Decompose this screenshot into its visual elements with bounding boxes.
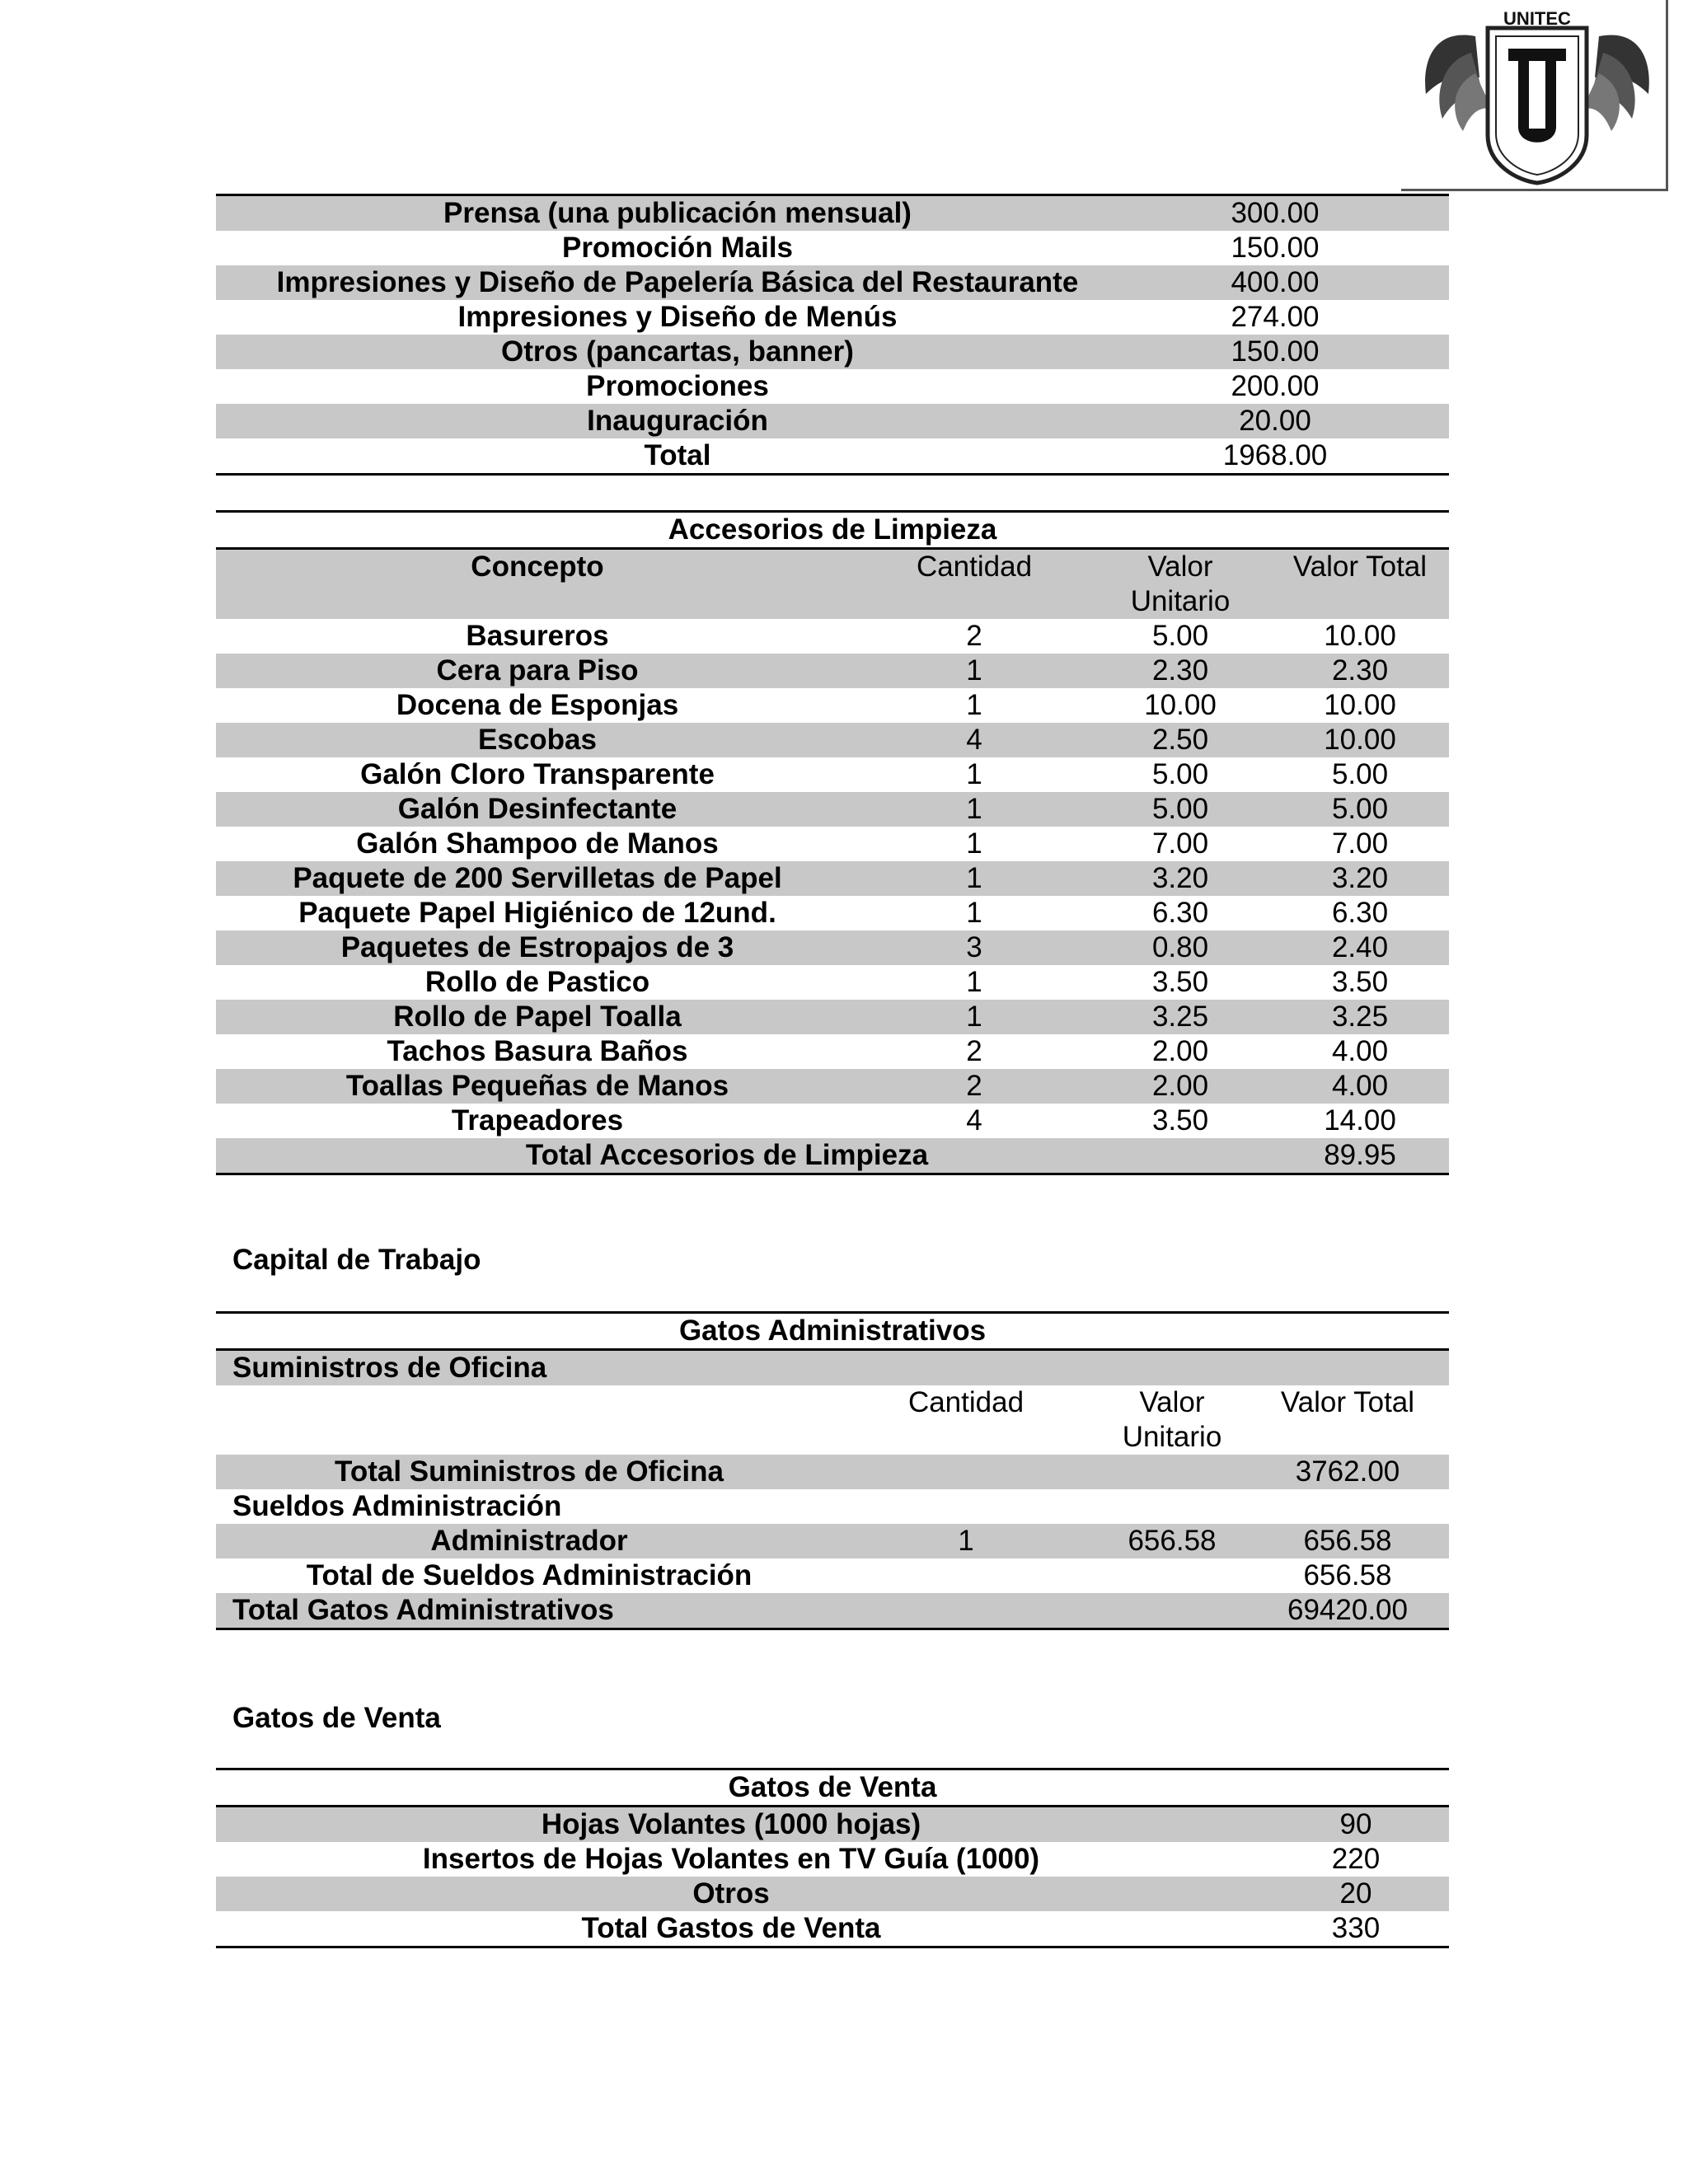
unitec-logo bbox=[1401, 0, 1668, 191]
venta-title: Gatos de Venta bbox=[728, 1771, 937, 1803]
row-valor: 150.00 bbox=[1231, 335, 1320, 368]
logo-text: UNITEC bbox=[1503, 8, 1571, 29]
row-concepto: Cera para Piso bbox=[436, 654, 639, 687]
total-administrativos-label: Total Gatos Administrativos bbox=[232, 1594, 614, 1626]
row-cantidad: 1 bbox=[958, 1525, 974, 1557]
total-suministros-row bbox=[216, 1455, 1449, 1489]
row-cantidad: 1 bbox=[966, 689, 982, 721]
row-concepto: Galón Cloro Transparente bbox=[360, 758, 715, 790]
row-total: 10.00 bbox=[1324, 689, 1396, 721]
table-row bbox=[216, 1000, 1449, 1034]
table-row bbox=[216, 965, 1449, 1000]
row-concepto: Otros (pancartas, banner) bbox=[501, 335, 854, 368]
table-bottom-rule bbox=[216, 1628, 1449, 1630]
row-concepto: Toallas Pequeñas de Manos bbox=[345, 1070, 729, 1102]
row-unitario: 5.00 bbox=[1151, 620, 1209, 652]
table-row bbox=[216, 335, 1449, 369]
row-cantidad: 1 bbox=[966, 897, 982, 929]
venta-title-row bbox=[216, 1770, 1449, 1805]
total-value: 330 bbox=[1331, 1912, 1381, 1944]
row-valor: 220 bbox=[1331, 1843, 1381, 1875]
row-valor: 20.00 bbox=[1239, 405, 1311, 437]
row-unitario: 2.30 bbox=[1151, 654, 1209, 687]
row-unitario: 2.00 bbox=[1151, 1035, 1209, 1067]
row-concepto: Impresiones y Diseño de Menús bbox=[457, 301, 898, 333]
table-row bbox=[216, 1104, 1449, 1138]
total-value: 89.95 bbox=[1324, 1139, 1396, 1171]
row-cantidad: 1 bbox=[966, 827, 982, 860]
row-total: 10.00 bbox=[1324, 620, 1396, 652]
table-row bbox=[216, 688, 1449, 723]
header-total: Valor Total bbox=[1292, 551, 1428, 583]
limpieza-title-row bbox=[216, 513, 1449, 547]
total-sueldos-label: Total de Sueldos Administración bbox=[306, 1559, 753, 1591]
row-total: 4.00 bbox=[1331, 1070, 1389, 1102]
row-unitario: 7.00 bbox=[1151, 827, 1209, 860]
row-concepto: Basureros bbox=[466, 620, 609, 652]
header-total: Valor Total bbox=[1280, 1386, 1415, 1418]
row-valor: 150.00 bbox=[1231, 232, 1320, 264]
row-total: 3.25 bbox=[1331, 1001, 1389, 1033]
row-total: 3.50 bbox=[1331, 966, 1389, 998]
row-valor: 400.00 bbox=[1231, 266, 1320, 298]
row-total: 14.00 bbox=[1324, 1104, 1396, 1137]
row-unitario: 0.80 bbox=[1151, 931, 1209, 963]
table-bottom-rule bbox=[216, 1946, 1449, 1948]
header-unitario-line1: Valor bbox=[1147, 551, 1213, 583]
administrativos-title: Gatos Administrativos bbox=[678, 1315, 987, 1347]
row-total: 2.30 bbox=[1331, 654, 1389, 687]
row-cantidad: 1 bbox=[966, 793, 982, 825]
row-concepto: Paquete de 200 Servilletas de Papel bbox=[293, 862, 782, 894]
row-total: 2.40 bbox=[1331, 931, 1389, 963]
row-concepto: Hojas Volantes (1000 hojas) bbox=[541, 1808, 921, 1840]
limpieza-header-row bbox=[216, 550, 1449, 619]
row-unitario: 6.30 bbox=[1151, 897, 1209, 929]
total-suministros-label: Total Suministros de Oficina bbox=[335, 1455, 724, 1488]
table-bottom-rule bbox=[216, 473, 1449, 476]
row-cantidad: 1 bbox=[966, 966, 982, 998]
row-concepto: Prensa (una publicación mensual) bbox=[443, 197, 912, 229]
row-concepto: Impresiones y Diseño de Papelería Básica del Restaurante bbox=[276, 266, 1079, 298]
table-row bbox=[216, 861, 1449, 896]
table-row bbox=[216, 404, 1449, 438]
row-concepto: Rollo de Pastico bbox=[424, 966, 650, 998]
row-total: 10.00 bbox=[1324, 724, 1396, 756]
row-valor: 300.00 bbox=[1231, 197, 1320, 229]
row-valor: 20 bbox=[1339, 1877, 1372, 1910]
header-unitario-line2: Unitario bbox=[1122, 1421, 1222, 1453]
row-concepto: Docena de Esponjas bbox=[396, 689, 679, 721]
table-row bbox=[216, 1034, 1449, 1069]
section-heading-capital: Capital de Trabajo bbox=[232, 1244, 481, 1276]
table-bottom-rule bbox=[216, 1173, 1449, 1175]
header-unitario-line1: Valor bbox=[1139, 1386, 1205, 1418]
row-valor: 90 bbox=[1339, 1808, 1372, 1840]
administrativos-title-row bbox=[216, 1314, 1449, 1348]
table-row bbox=[216, 196, 1449, 231]
table-row bbox=[216, 654, 1449, 688]
table-row bbox=[216, 619, 1449, 654]
table-row bbox=[216, 369, 1449, 404]
row-unitario: 3.50 bbox=[1151, 966, 1209, 998]
row-cantidad: 2 bbox=[966, 1035, 982, 1067]
row-unitario: 2.50 bbox=[1151, 724, 1209, 756]
header-cantidad: Cantidad bbox=[916, 551, 1033, 583]
header-cantidad: Cantidad bbox=[907, 1386, 1025, 1418]
limpieza-title: Accesorios de Limpieza bbox=[668, 513, 997, 546]
row-total: 6.30 bbox=[1331, 897, 1389, 929]
suministros-row bbox=[216, 1351, 1449, 1385]
row-valor: 200.00 bbox=[1231, 370, 1320, 402]
row-total: 4.00 bbox=[1331, 1035, 1389, 1067]
administrativos-header-row bbox=[216, 1385, 1449, 1455]
row-unitario: 3.20 bbox=[1151, 862, 1209, 894]
table-row bbox=[216, 1069, 1449, 1104]
row-cantidad: 2 bbox=[966, 1070, 982, 1102]
sueldos-row bbox=[216, 1489, 1449, 1524]
row-concepto: Galón Shampoo de Manos bbox=[356, 827, 719, 860]
row-concepto: Insertos de Hojas Volantes en TV Guía (1000) bbox=[422, 1843, 1040, 1875]
unitec-seal-icon bbox=[1418, 3, 1657, 186]
total-sueldos-value: 656.58 bbox=[1303, 1559, 1392, 1591]
total-sueldos-row bbox=[216, 1558, 1449, 1593]
row-cantidad: 1 bbox=[966, 758, 982, 790]
section-heading-venta: Gatos de Venta bbox=[232, 1702, 441, 1734]
row-concepto: Inauguración bbox=[587, 405, 768, 437]
row-cantidad: 2 bbox=[966, 620, 982, 652]
table-row bbox=[216, 827, 1449, 861]
table-row bbox=[216, 1842, 1449, 1877]
table-total-row bbox=[216, 1138, 1449, 1173]
row-unitario: 656.58 bbox=[1128, 1525, 1217, 1557]
table-total-row bbox=[216, 1911, 1449, 1946]
row-cantidad: 1 bbox=[966, 1001, 982, 1033]
table-row bbox=[216, 231, 1449, 265]
row-concepto: Administrador bbox=[430, 1525, 628, 1557]
row-cantidad: 1 bbox=[966, 654, 982, 687]
total-administrativos-value: 69420.00 bbox=[1287, 1594, 1408, 1626]
row-total: 3.20 bbox=[1331, 862, 1389, 894]
row-unitario: 5.00 bbox=[1151, 793, 1209, 825]
table-row bbox=[216, 265, 1449, 300]
row-unitario: 10.00 bbox=[1144, 689, 1217, 721]
row-unitario: 3.25 bbox=[1151, 1001, 1209, 1033]
row-concepto: Rollo de Papel Toalla bbox=[393, 1001, 682, 1033]
row-cantidad: 3 bbox=[966, 931, 982, 963]
row-cantidad: 1 bbox=[966, 862, 982, 894]
total-label: Total bbox=[644, 439, 711, 471]
table-row bbox=[216, 792, 1449, 827]
row-total: 5.00 bbox=[1331, 758, 1389, 790]
table-row bbox=[216, 930, 1449, 965]
row-unitario: 3.50 bbox=[1151, 1104, 1209, 1137]
table-row bbox=[216, 723, 1449, 757]
total-label: Total Accesorios de Limpieza bbox=[525, 1139, 929, 1171]
table-row bbox=[216, 757, 1449, 792]
row-concepto: Escobas bbox=[478, 724, 597, 756]
row-concepto: Paquetes de Estropajos de 3 bbox=[340, 931, 734, 963]
table-row bbox=[216, 300, 1449, 335]
total-administrativos-row bbox=[216, 1593, 1449, 1628]
row-valor: 274.00 bbox=[1231, 301, 1320, 333]
suministros-label: Suministros de Oficina bbox=[232, 1352, 547, 1384]
row-concepto: Promociones bbox=[586, 370, 769, 402]
row-unitario: 2.00 bbox=[1151, 1070, 1209, 1102]
total-value: 1968.00 bbox=[1222, 439, 1328, 471]
header-concepto: Concepto bbox=[471, 551, 604, 583]
row-total: 7.00 bbox=[1331, 827, 1389, 860]
sueldos-label: Sueldos Administración bbox=[232, 1490, 562, 1522]
row-total: 656.58 bbox=[1303, 1525, 1392, 1557]
row-concepto: Galón Desinfectante bbox=[397, 793, 678, 825]
header-unitario-line2: Unitario bbox=[1130, 585, 1231, 617]
administrador-row bbox=[216, 1524, 1449, 1558]
row-concepto: Trapeadores bbox=[451, 1104, 624, 1137]
total-suministros-value: 3762.00 bbox=[1295, 1455, 1400, 1488]
row-concepto: Otros bbox=[692, 1877, 770, 1910]
row-cantidad: 4 bbox=[966, 724, 982, 756]
table-row bbox=[216, 1807, 1449, 1842]
row-cantidad: 4 bbox=[966, 1104, 982, 1137]
row-concepto: Promoción Mails bbox=[561, 232, 794, 264]
table-row bbox=[216, 1877, 1449, 1911]
row-unitario: 5.00 bbox=[1151, 758, 1209, 790]
row-total: 5.00 bbox=[1331, 793, 1389, 825]
total-label: Total Gastos de Venta bbox=[581, 1912, 881, 1944]
row-concepto: Tachos Basura Baños bbox=[387, 1035, 688, 1067]
table-total-row bbox=[216, 438, 1449, 473]
table-row bbox=[216, 896, 1449, 930]
row-concepto: Paquete Papel Higiénico de 12und. bbox=[298, 897, 776, 929]
